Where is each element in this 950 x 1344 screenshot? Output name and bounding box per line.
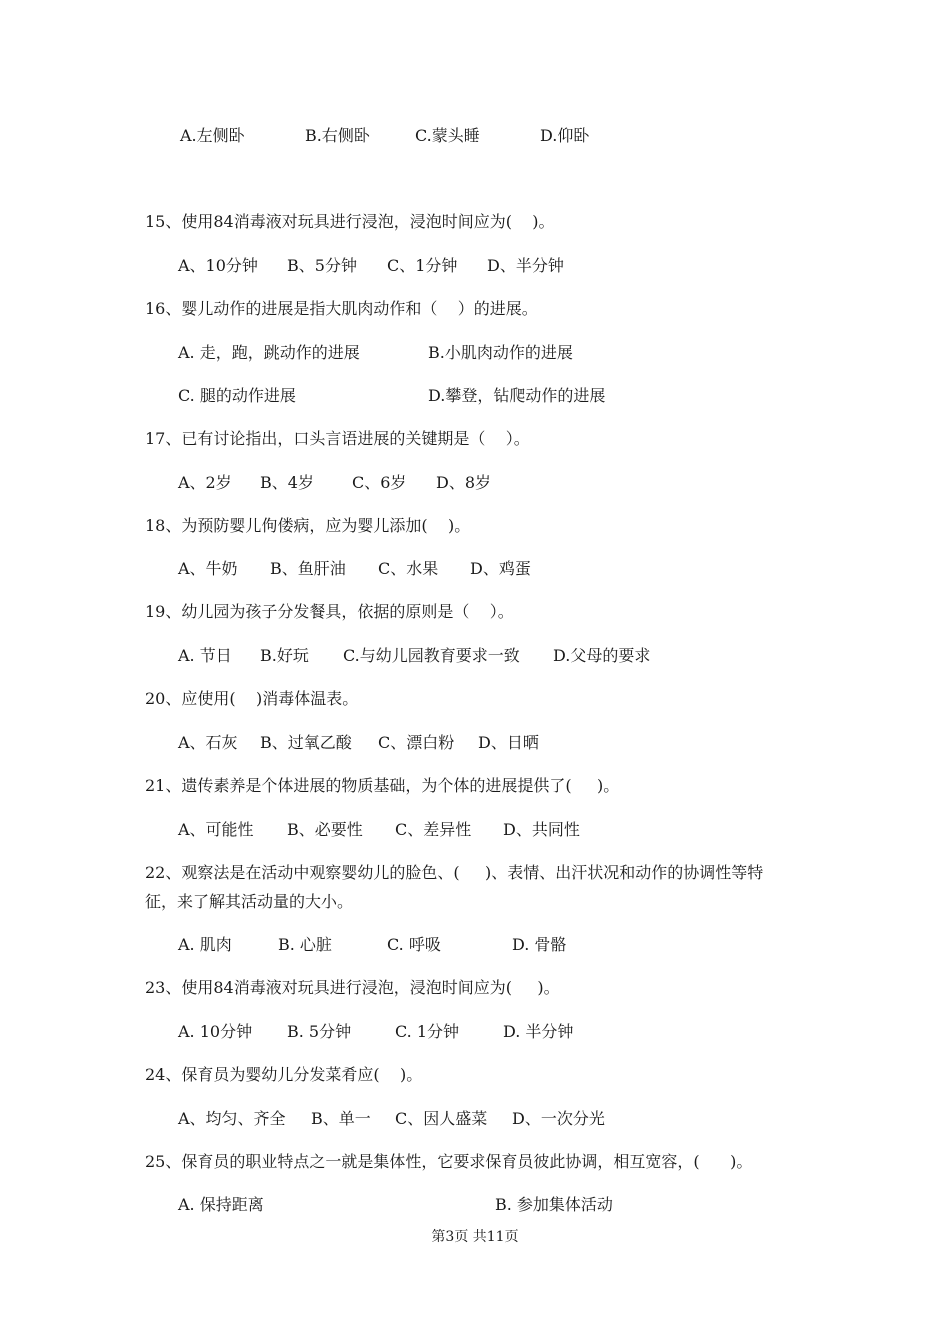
q21-option-c: C、差异性 — [395, 820, 472, 839]
q22-option-d: D. 骨骼 — [512, 935, 567, 954]
q16-option-b: B.小肌肉动作的进展 — [428, 343, 573, 362]
q17-option-d: D、8岁 — [436, 473, 492, 492]
q16-option-c: C. 腿的动作进展 — [178, 386, 296, 405]
q18-option-d: D、鸡蛋 — [470, 559, 531, 578]
q23-option-d: D. 半分钟 — [503, 1022, 574, 1041]
q23-option-b: B. 5分钟 — [287, 1022, 352, 1041]
q22-option-b: B. 心脏 — [278, 935, 332, 954]
q25-option-a: A. 保持距离 — [178, 1195, 264, 1214]
q15-option-a: A、10分钟 — [178, 256, 258, 275]
q15-option-b: B、5分钟 — [287, 256, 357, 275]
q23-option-c: C. 1分钟 — [395, 1022, 460, 1041]
q20-option-d: D、日晒 — [478, 733, 539, 752]
q17-option-a: A、2岁 — [178, 473, 232, 492]
q21-option-a: A、可能性 — [178, 820, 254, 839]
q19-option-c: C.与幼儿园教育要求一致 — [343, 646, 520, 665]
q17-option-c: C、6岁 — [352, 473, 407, 492]
q14-option-d: D.仰卧 — [540, 126, 590, 145]
question-21: 21、遗传素养是个体进展的物质基础，为个体的进展提供了( )。 — [145, 776, 620, 795]
q17-option-b: B、4岁 — [260, 473, 314, 492]
q18-option-b: B、鱼肝油 — [270, 559, 346, 578]
q14-option-c: C.蒙头睡 — [415, 126, 480, 145]
q16-option-d: D.攀登，钻爬动作的进展 — [428, 386, 606, 405]
q21-option-d: D、共同性 — [503, 820, 580, 839]
q20-option-b: B、过氧乙酸 — [260, 733, 352, 752]
question-18: 18、为预防婴儿佝偻病，应为婴儿添加( )。 — [145, 516, 471, 535]
page-footer: 第3页 共11页 — [431, 1229, 519, 1245]
q24-option-d: D、一次分光 — [512, 1109, 605, 1128]
q16-option-a: A. 走，跑，跳动作的进展 — [178, 343, 360, 362]
q18-option-c: C、水果 — [378, 559, 439, 578]
question-23: 23、使用84消毒液对玩具进行浸泡，浸泡时间应为( )。 — [145, 978, 560, 997]
q22-option-a: A. 肌肉 — [178, 935, 232, 954]
question-22-line-1: 22、观察法是在活动中观察婴幼儿的脸色、( )、表情、出汗状况和动作的协调性等特 — [145, 863, 764, 882]
q19-option-a: A. 节日 — [178, 646, 232, 665]
question-20: 20、应使用( )消毒体温表。 — [145, 689, 359, 708]
q14-option-a: A.左侧卧 — [180, 126, 245, 145]
q23-option-a: A. 10分钟 — [178, 1022, 253, 1041]
q25-option-b: B. 参加集体活动 — [495, 1195, 613, 1214]
q19-option-b: B.好玩 — [260, 646, 309, 665]
question-25: 25、保育员的职业特点之一就是集体性，它要求保育员彼此协调，相互宽容，( )。 — [145, 1152, 753, 1171]
q15-option-c: C、1分钟 — [387, 256, 458, 275]
q20-option-c: C、漂白粉 — [378, 733, 455, 752]
question-15: 15、使用84消毒液对玩具进行浸泡，浸泡时间应为( )。 — [145, 212, 555, 231]
q21-option-b: B、必要性 — [287, 820, 363, 839]
question-22-line-2: 征，来了解其活动量的大小。 — [145, 892, 354, 911]
question-17: 17、已有讨论指出，口头言语进展的关键期是（ ）。 — [145, 429, 530, 448]
q15-option-d: D、半分钟 — [487, 256, 564, 275]
question-16: 16、婴儿动作的进展是指大肌肉动作和（ ）的进展。 — [145, 299, 538, 318]
q19-option-d: D.父母的要求 — [553, 646, 651, 665]
q14-option-b: B.右侧卧 — [305, 126, 370, 145]
question-19: 19、幼儿园为孩子分发餐具，依据的原则是（ ）。 — [145, 602, 514, 621]
question-24: 24、保育员为婴幼儿分发菜肴应( )。 — [145, 1065, 423, 1084]
q24-option-c: C、因人盛菜 — [395, 1109, 488, 1128]
q20-option-a: A、石灰 — [178, 733, 238, 752]
q22-option-c: C. 呼吸 — [387, 935, 441, 954]
q24-option-b: B、单一 — [311, 1109, 371, 1128]
q18-option-a: A、牛奶 — [178, 559, 238, 578]
q24-option-a: A、均匀、齐全 — [178, 1109, 286, 1128]
